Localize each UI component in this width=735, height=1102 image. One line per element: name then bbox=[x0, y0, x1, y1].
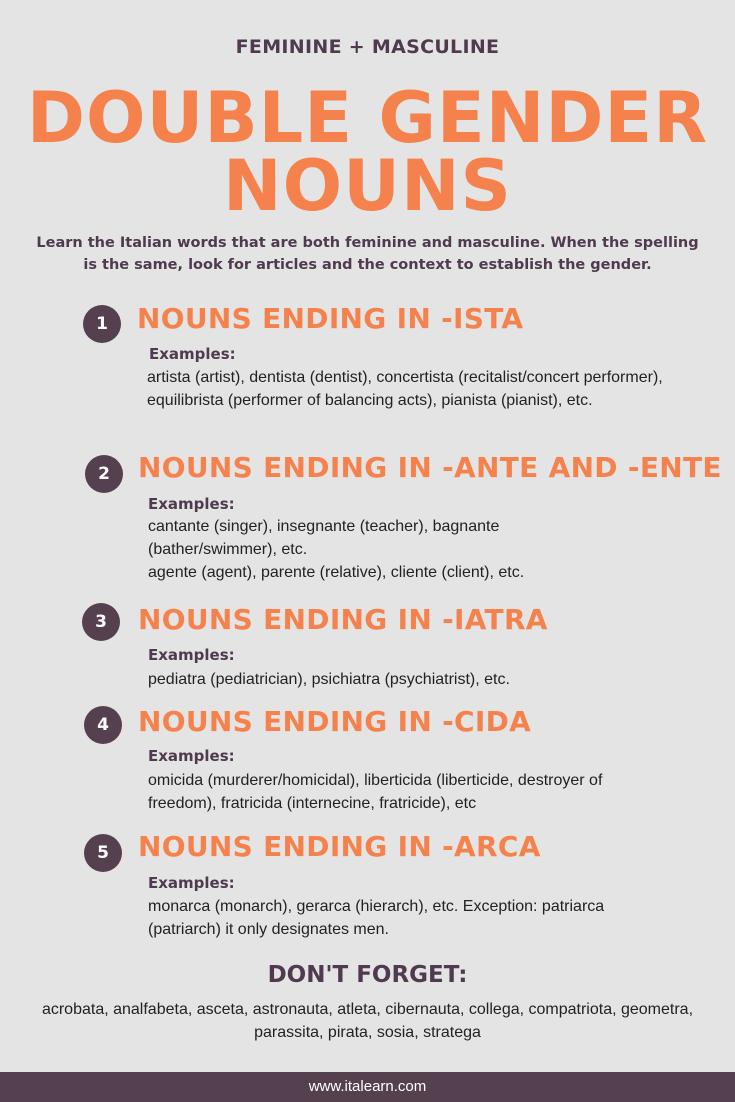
section-heading: NOUNS ENDING IN -CIDA bbox=[138, 705, 532, 738]
examples-label: Examples: bbox=[149, 345, 236, 363]
intro-text: Learn the Italian words that are both feminine and masculine. When the spelling is the same, look for articles and the context to establish the gender. bbox=[36, 235, 699, 273]
section-heading: NOUNS ENDING IN -ANTE AND -ENTE bbox=[138, 451, 722, 484]
dont-forget-heading: DON'T FORGET: bbox=[267, 962, 468, 988]
section-number-badge: 5 bbox=[84, 834, 122, 872]
examples-text: omicida (murderer/homicidal), liberticida (liberticide, destroyer of freedom), fratricida (internecine, fratricide), etc bbox=[148, 772, 603, 812]
main-title-line-1: DOUBLE GENDER bbox=[26, 77, 709, 159]
section-number-badge: 2 bbox=[85, 455, 123, 493]
eyebrow-title: FEMININE + MASCULINE bbox=[235, 36, 500, 58]
examples-label: Examples: bbox=[148, 874, 235, 892]
footer-url: www.italearn.com bbox=[308, 1078, 427, 1095]
examples-text: cantante (singer), insegnante (teacher), bagnante (bather/swimmer), etc. bbox=[148, 518, 500, 558]
section-number-badge: 4 bbox=[84, 706, 122, 744]
section-heading: NOUNS ENDING IN -ARCA bbox=[138, 830, 541, 863]
footer-bar bbox=[0, 1072, 735, 1102]
examples-text: pediatra (pediatrician), psichiatra (psychiatrist), etc. bbox=[148, 671, 510, 688]
examples-text-2: agente (agent), parente (relative), cliente (client), etc. bbox=[148, 564, 525, 581]
examples-text: artista (artist), dentista (dentist), concertista (recitalist/concert performer), equilibrista (performer of balancing acts), pianista (pianist), etc. bbox=[147, 369, 663, 409]
dont-forget-list: acrobata, analfabeta, asceta, astronauta, atleta, cibernauta, collega, compatriota, geometra, parassita, pirata, sosia, stratega bbox=[41, 1001, 694, 1041]
section-heading: NOUNS ENDING IN -IATRA bbox=[138, 603, 548, 636]
examples-text: monarca (monarch), gerarca (hierarch), etc. Exception: patriarca (patriarch) it only designates men. bbox=[148, 898, 605, 938]
examples-label: Examples: bbox=[148, 646, 235, 664]
examples-label: Examples: bbox=[148, 495, 235, 513]
section-number-badge: 3 bbox=[82, 603, 120, 641]
section-number-badge: 1 bbox=[83, 305, 121, 343]
examples-label: Examples: bbox=[148, 747, 235, 765]
main-title-line-2: NOUNS bbox=[223, 145, 512, 227]
section-heading: NOUNS ENDING IN -ISTA bbox=[137, 302, 524, 335]
